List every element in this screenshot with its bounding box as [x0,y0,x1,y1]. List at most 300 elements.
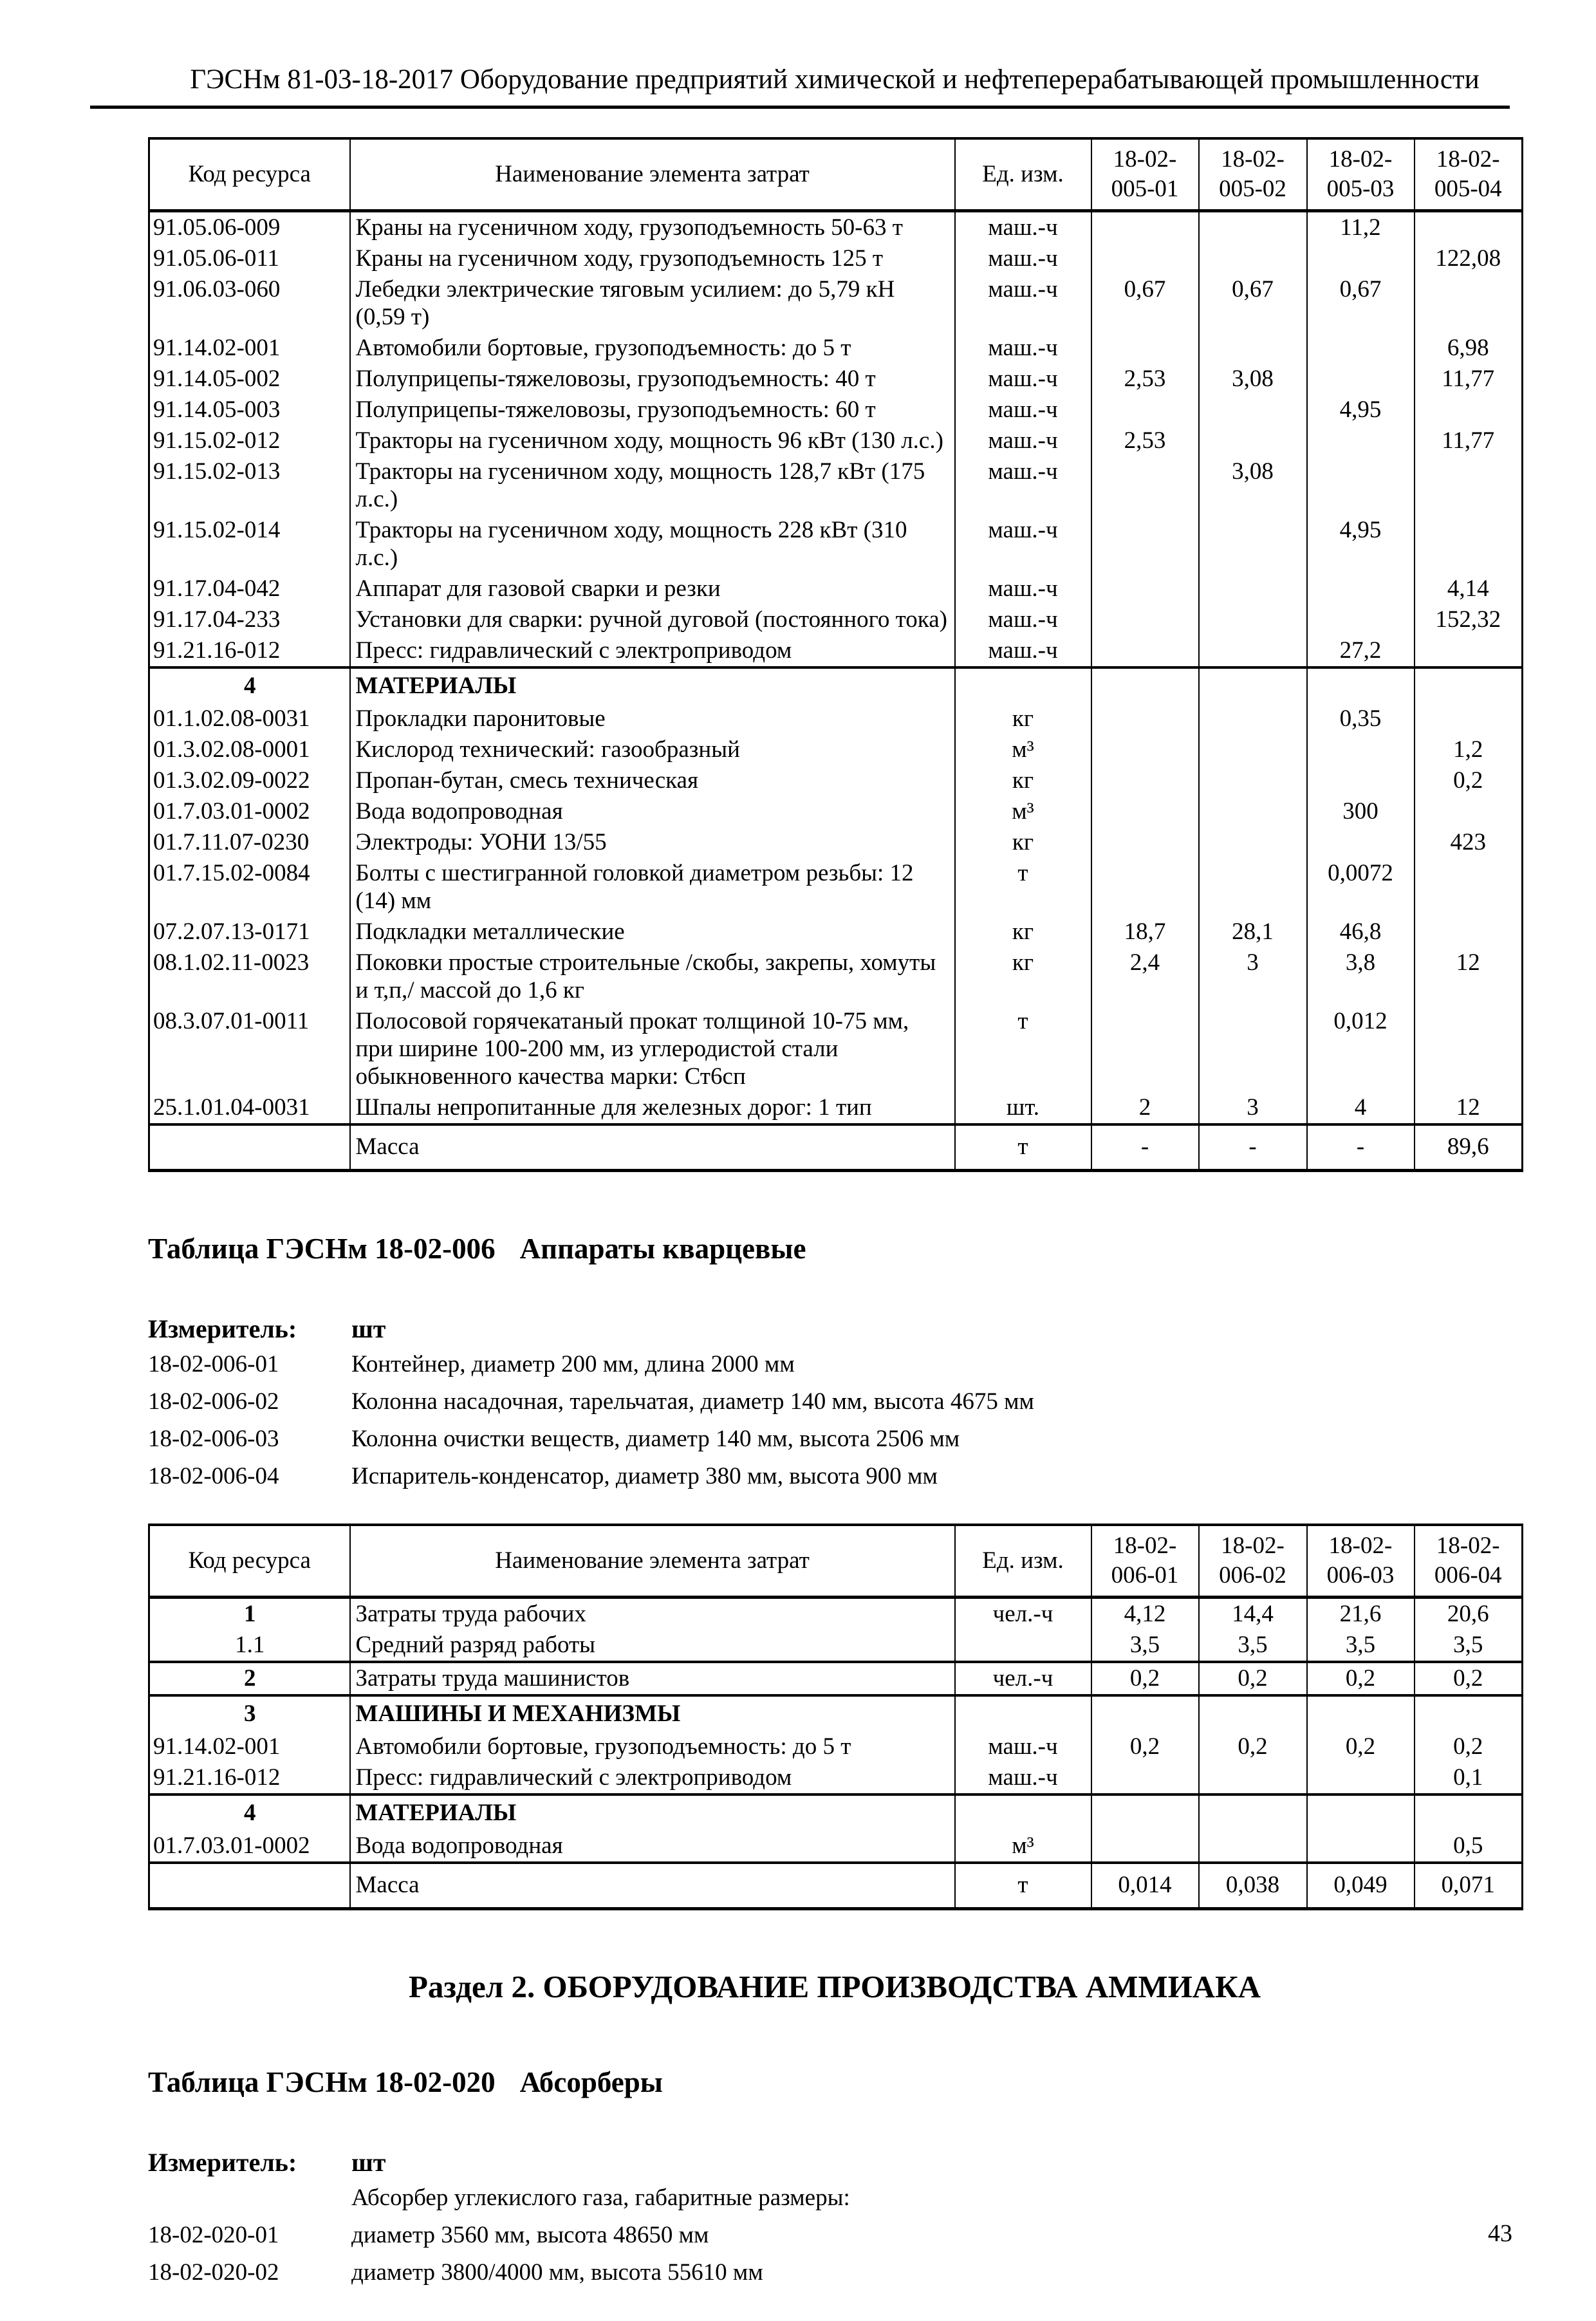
resource-cost-table [148,137,1523,1172]
cell-val: 0,014 [1091,1863,1199,1909]
cell-unit: м³ [955,796,1091,827]
cell-val [1091,1006,1199,1092]
cell-code: 91.05.06-011 [149,243,350,274]
column-header: 18-02- 005-02 [1199,138,1307,211]
cell-code: 4 [149,667,350,704]
cell-unit: м³ [955,734,1091,765]
table-row [149,765,1523,796]
cell-val [1415,917,1523,947]
cell-val: 27,2 [1307,635,1415,667]
cell-unit: маш.-ч [955,456,1091,515]
cell-val [1415,274,1523,333]
cell-unit: маш.-ч [955,515,1091,573]
measurer-item [148,2179,1521,2217]
measurer-item-text: диаметр 3560 мм, высота 48650 мм [351,2222,709,2248]
cell-code: 91.15.02-012 [149,425,350,456]
measurer-020 [148,2146,1521,2291]
cell-val [1091,333,1199,364]
cell-code: 91.14.02-001 [149,333,350,364]
cell-val [1415,1794,1523,1831]
cell-unit: маш.-ч [955,604,1091,635]
measurer-006-head [148,1312,1521,1346]
cell-name: Полосовой горячекатаный прокат толщиной 10-75 мм, при ширине 100-200 мм, из углеродистой стали обыкновенного качества марки: Ст6сп [350,1006,955,1092]
table-row [149,425,1523,456]
cell-code: 08.3.07.01-0011 [149,1006,350,1092]
cell-unit: кг [955,765,1091,796]
cell-val [1091,704,1199,734]
cell-name: Автомобили бортовые, грузоподъемность: до 5 т [350,333,955,364]
column-header: 18-02- 005-01 [1091,138,1199,211]
cell-name: Электроды: УОНИ 13/55 [350,827,955,858]
cell-name: Подкладки металлические [350,917,955,947]
cell-name: Масса [350,1863,955,1909]
cell-unit: маш.-ч [955,395,1091,425]
cell-val: 46,8 [1307,917,1415,947]
table-row [149,1662,1523,1695]
cell-val: 89,6 [1415,1124,1523,1171]
cell-val: 0,2 [1307,1731,1415,1762]
measurer-item [148,1421,1521,1458]
cell-val: 14,4 [1199,1598,1307,1630]
cell-val [1091,211,1199,244]
cell-code: 91.06.03-060 [149,274,350,333]
cell-code: 91.15.02-013 [149,456,350,515]
table-row [149,515,1523,573]
cell-val [1199,827,1307,858]
table-row [149,704,1523,734]
cell-unit [955,667,1091,704]
cell-val: 0,5 [1415,1831,1523,1863]
cell-unit: маш.-ч [955,211,1091,244]
cell-val: 3,08 [1199,456,1307,515]
cell-val: 1,2 [1415,734,1523,765]
measurer-item-text: Колонна очистки веществ, диаметр 140 мм, высота 2506 мм [351,1426,960,1452]
cell-val: 3,5 [1199,1630,1307,1662]
column-header: 18-02- 006-02 [1199,1525,1307,1598]
cell-code: 91.14.05-003 [149,395,350,425]
cell-val: 0,2 [1415,765,1523,796]
cell-val [1091,827,1199,858]
cell-val [1307,734,1415,765]
cell-name: Лебедки электрические тяговым усилием: до 5,79 кН (0,59 т) [350,274,955,333]
measurer-006-items [148,1346,1521,1495]
table-row [149,243,1523,274]
cell-val: 423 [1415,827,1523,858]
cell-val [1199,425,1307,456]
measurer-item [148,2254,1521,2291]
table-row [149,573,1523,604]
cell-unit: т [955,858,1091,917]
cell-unit: т [955,1006,1091,1092]
table-row [149,274,1523,333]
cell-unit: маш.-ч [955,1731,1091,1762]
cell-val: 12 [1415,1092,1523,1124]
cell-val [1091,667,1199,704]
cell-code: 01.7.03.01-0002 [149,1831,350,1863]
cell-unit: кг [955,827,1091,858]
cell-val: 11,2 [1307,211,1415,244]
cell-val [1199,515,1307,573]
header-row [149,138,1523,211]
cell-val: 3,8 [1307,947,1415,1006]
cell-val: 0,35 [1307,704,1415,734]
table-body [149,1598,1523,1909]
cell-unit: шт. [955,1092,1091,1124]
cell-val: 20,6 [1415,1598,1523,1630]
cell-unit: маш.-ч [955,243,1091,274]
cell-code: 25.1.01.04-0031 [149,1092,350,1124]
cell-val: 3,5 [1091,1630,1199,1662]
cell-name: Поковки простые строительные /скобы, закрепы, хомуты и т,п,/ массой до 1,6 кг [350,947,955,1006]
cell-val: 0,0072 [1307,858,1415,917]
cell-code: 91.21.16-012 [149,1762,350,1794]
cell-unit: кг [955,704,1091,734]
cell-val [1415,1695,1523,1731]
cell-val [1091,395,1199,425]
cell-val [1199,1831,1307,1863]
column-header: Код ресурса [149,1525,350,1598]
cell-val: 0,2 [1415,1662,1523,1695]
cell-code: 91.14.02-001 [149,1731,350,1762]
measurer-item-code: 18-02-006-04 [148,1463,279,1489]
cell-val: 0,2 [1091,1662,1199,1695]
cell-code: 1.1 [149,1630,350,1662]
cell-code: 08.1.02.11-0023 [149,947,350,1006]
cell-val [1199,667,1307,704]
cell-val: 0,2 [1091,1731,1199,1762]
measurer-item [148,1458,1521,1495]
cell-val [1307,425,1415,456]
cell-code [149,1863,350,1909]
cell-name: Затраты труда рабочих [350,1598,955,1630]
cell-val: 122,08 [1415,243,1523,274]
table-header [149,1525,1523,1598]
table-row [149,1006,1523,1092]
measurer-value: шт [351,1314,386,1343]
cell-val [1307,1831,1415,1863]
cell-name: Вода водопроводная [350,796,955,827]
cell-val [1091,765,1199,796]
cell-val [1415,667,1523,704]
cell-val [1307,333,1415,364]
measurer-item-text: диаметр 3800/4000 мм, высота 55610 мм [351,2259,763,2286]
cell-name: Тракторы на гусеничном ходу, мощность 228 кВт (310 л.с.) [350,515,955,573]
table-row [149,917,1523,947]
table-006-container [148,1524,1521,1910]
resource-cost-table [148,1524,1523,1910]
cell-name: Пресс: гидравлический с электроприводом [350,635,955,667]
table-020-heading [148,2065,1521,2100]
cell-code: 01.3.02.09-0022 [149,765,350,796]
column-header: Наименование элемента затрат [350,1525,955,1598]
cell-code: 01.7.11.07-0230 [149,827,350,858]
cell-val: 2,53 [1091,425,1199,456]
cell-name: Кислород технический: газообразный [350,734,955,765]
cell-val: 0,2 [1415,1731,1523,1762]
table-row [149,364,1523,395]
cell-val: 2 [1091,1092,1199,1124]
cell-val: 3,08 [1199,364,1307,395]
column-header: 18-02- 005-04 [1415,138,1523,211]
table-006-heading-name: Аппараты кварцевые [519,1233,806,1265]
cell-name: Краны на гусеничном ходу, грузоподъемность 125 т [350,243,955,274]
cell-val: 2,53 [1091,364,1199,395]
cell-val [1307,1695,1415,1731]
cell-code [149,1124,350,1171]
cell-code: 07.2.07.13-0171 [149,917,350,947]
cell-unit: т [955,1124,1091,1171]
cell-val: - [1307,1124,1415,1171]
cell-name: Масса [350,1124,955,1171]
header-divider [90,106,1510,109]
cell-val: 6,98 [1415,333,1523,364]
cell-unit: маш.-ч [955,425,1091,456]
cell-val [1415,211,1523,244]
cell-val [1307,573,1415,604]
measurer-006 [148,1312,1521,1495]
cell-val [1199,1762,1307,1794]
cell-val [1091,456,1199,515]
measurer-item-code: 18-02-020-02 [148,2259,279,2286]
cell-val: - [1199,1124,1307,1171]
cell-val [1415,515,1523,573]
cell-val: 12 [1415,947,1523,1006]
table-006-heading [148,1231,1521,1266]
cell-val: 21,6 [1307,1598,1415,1630]
cell-val [1091,243,1199,274]
document-page [0,63,1596,2321]
cell-name: Пресс: гидравлический с электроприводом [350,1762,955,1794]
cell-val [1091,734,1199,765]
cell-val [1199,243,1307,274]
cell-val [1307,456,1415,515]
table-row [149,858,1523,917]
cell-val [1091,604,1199,635]
cell-unit: маш.-ч [955,274,1091,333]
page-content [0,63,1596,2291]
measurer-item [148,2217,1521,2254]
measurer-020-head [148,2146,1521,2179]
cell-val [1199,395,1307,425]
cell-val: 0,1 [1415,1762,1523,1794]
cell-val: 4,95 [1307,395,1415,425]
cell-val: 18,7 [1091,917,1199,947]
cell-val: 11,77 [1415,364,1523,395]
column-header: Код ресурса [149,138,350,211]
cell-code: 91.17.04-233 [149,604,350,635]
cell-name: Шпалы непропитанные для железных дорог: 1 тип [350,1092,955,1124]
measurer-label: Измеритель: [148,1314,297,1343]
table-row [149,796,1523,827]
cell-name: Тракторы на гусеничном ходу, мощность 96 кВт (130 л.с.) [350,425,955,456]
section-row [149,1695,1523,1731]
column-header: 18-02- 006-03 [1307,1525,1415,1598]
cell-val [1307,827,1415,858]
cell-val: 0,038 [1199,1863,1307,1909]
cell-unit: т [955,1863,1091,1909]
cell-code: 91.17.04-042 [149,573,350,604]
measurer-value: шт [351,2148,386,2177]
table-005-container [148,137,1521,1172]
cell-val: 0,67 [1307,274,1415,333]
table-020-heading-number: Таблица ГЭСНм 18-02-020 [148,2066,496,2098]
cell-val: 0,67 [1091,274,1199,333]
document-running-header: ГЭСНм 81-03-18-2017 Оборудование предприятий химической и нефтеперерабатывающей промышленности [190,64,1480,95]
cell-val [1091,796,1199,827]
cell-val [1199,796,1307,827]
cell-val: 0,049 [1307,1863,1415,1909]
cell-unit: маш.-ч [955,364,1091,395]
column-header: 18-02- 005-03 [1307,138,1415,211]
column-header: 18-02- 006-04 [1415,1525,1523,1598]
cell-name: МАТЕРИАЛЫ [350,1794,955,1831]
cell-code: 1 [149,1598,350,1630]
cell-val [1307,667,1415,704]
cell-name: МАТЕРИАЛЫ [350,667,955,704]
cell-unit: чел.-ч [955,1662,1091,1695]
cell-val [1415,395,1523,425]
cell-val [1199,704,1307,734]
cell-name: Автомобили бортовые, грузоподъемность: до 5 т [350,1731,955,1762]
cell-code: 01.7.03.01-0002 [149,796,350,827]
cell-val [1199,1695,1307,1731]
cell-val: 4,12 [1091,1598,1199,1630]
cell-val [1415,1006,1523,1092]
table-row [149,1762,1523,1794]
column-header: 18-02- 006-01 [1091,1525,1199,1598]
cell-val [1199,858,1307,917]
section-row [149,667,1523,704]
cell-val [1307,243,1415,274]
measurer-item-text: Контейнер, диаметр 200 мм, длина 2000 мм [351,1351,795,1377]
cell-name: Затраты труда машинистов [350,1662,955,1695]
cell-val [1415,635,1523,667]
cell-val [1307,765,1415,796]
cell-val [1091,515,1199,573]
cell-name: Болты с шестигранной головкой диаметром резьбы: 12 (14) мм [350,858,955,917]
mass-row [149,1124,1523,1171]
cell-val [1307,1762,1415,1794]
table-row [149,395,1523,425]
table-row [149,211,1523,244]
cell-code: 01.1.02.08-0031 [149,704,350,734]
measurer-item [148,1383,1521,1421]
cell-val: 152,32 [1415,604,1523,635]
measurer-item-code [148,2179,351,2217]
cell-name: Пропан-бутан, смесь техническая [350,765,955,796]
table-row [149,1092,1523,1124]
cell-unit: кг [955,947,1091,1006]
cell-val [1199,333,1307,364]
cell-val: - [1091,1124,1199,1171]
cell-val: 0,2 [1307,1662,1415,1695]
cell-val: 3,5 [1307,1630,1415,1662]
cell-val: 3 [1199,947,1307,1006]
cell-code: 91.21.16-012 [149,635,350,667]
measurer-label: Измеритель: [148,2148,297,2177]
cell-code: 3 [149,1695,350,1731]
measurer-item-text: Абсорбер углекислого газа, габаритные размеры: [351,2185,850,2211]
cell-val [1091,573,1199,604]
cell-val [1415,796,1523,827]
cell-val [1307,1794,1415,1831]
cell-unit [955,1630,1091,1662]
table-006-heading-number: Таблица ГЭСНм 18-02-006 [148,1233,496,1265]
cell-val [1415,456,1523,515]
cell-name: Установки для сварки: ручной дуговой (постоянного тока) [350,604,955,635]
cell-val: 0,071 [1415,1863,1523,1909]
cell-val [1091,1794,1199,1831]
cell-val [1199,734,1307,765]
table-body [149,211,1523,1171]
cell-val [1415,858,1523,917]
cell-code: 4 [149,1794,350,1831]
cell-unit [955,1794,1091,1831]
cell-name: Краны на гусеничном ходу, грузоподъемность 50-63 т [350,211,955,244]
table-row [149,456,1523,515]
cell-val [1091,1831,1199,1863]
cell-val: 4,14 [1415,573,1523,604]
table-row [149,635,1523,667]
cell-code: 01.3.02.08-0001 [149,734,350,765]
cell-val: 0,2 [1199,1662,1307,1695]
measurer-item [148,1346,1521,1383]
cell-name: Тракторы на гусеничном ходу, мощность 128,7 кВт (175 л.с.) [350,456,955,515]
table-row [149,1598,1523,1630]
table-row [149,1731,1523,1762]
header-row [149,1525,1523,1598]
cell-val [1091,858,1199,917]
cell-unit [955,1695,1091,1731]
cell-val: 2,4 [1091,947,1199,1006]
cell-code: 2 [149,1662,350,1695]
cell-name: Прокладки паронитовые [350,704,955,734]
cell-val [1199,573,1307,604]
page-number: 43 [1488,2220,1512,2247]
table-020-heading-name: Абсорберы [519,2066,663,2098]
section-2-heading: Раздел 2. ОБОРУДОВАНИЕ ПРОИЗВОДСТВА АММИАКА [408,1969,1261,2004]
measurer-item-code: 18-02-006-03 [148,1426,279,1452]
cell-code: 91.05.06-009 [149,211,350,244]
cell-val: 4 [1307,1092,1415,1124]
measurer-020-items [148,2179,1521,2291]
cell-val [1199,765,1307,796]
column-header: Наименование элемента затрат [350,138,955,211]
cell-name: Аппарат для газовой сварки и резки [350,573,955,604]
cell-unit: чел.-ч [955,1598,1091,1630]
cell-code: 91.14.05-002 [149,364,350,395]
cell-unit: маш.-ч [955,573,1091,604]
cell-code: 01.7.15.02-0084 [149,858,350,917]
column-header: Ед. изм. [955,1525,1091,1598]
cell-val [1199,635,1307,667]
measurer-item-text: Колонна насадочная, тарельчатая, диаметр 140 мм, высота 4675 мм [351,1388,1034,1415]
measurer-item-code: 18-02-020-01 [148,2222,279,2248]
cell-val: 3,5 [1415,1630,1523,1662]
measurer-item-code: 18-02-006-02 [148,1388,279,1415]
cell-val [1415,704,1523,734]
cell-val [1307,604,1415,635]
mass-row [149,1863,1523,1909]
column-header: Ед. изм. [955,138,1091,211]
cell-name: Полуприцепы-тяжеловозы, грузоподъемность: 40 т [350,364,955,395]
cell-code: 91.15.02-014 [149,515,350,573]
cell-val [1091,1762,1199,1794]
cell-val [1307,364,1415,395]
cell-val: 11,77 [1415,425,1523,456]
table-row [149,734,1523,765]
cell-unit: маш.-ч [955,635,1091,667]
